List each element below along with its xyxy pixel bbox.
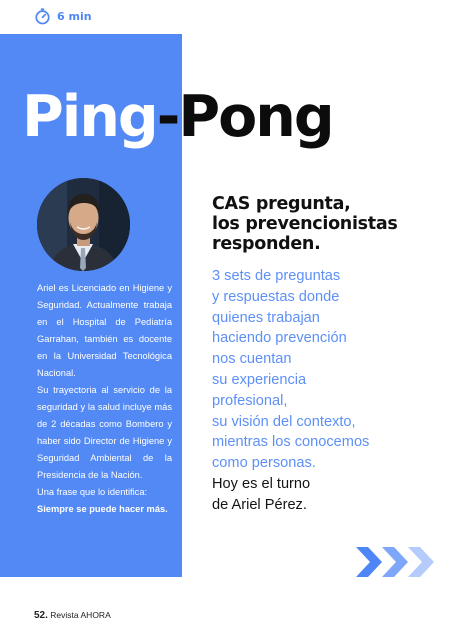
bio-quote: Siempre se puede hacer más. [37, 504, 168, 514]
intro-turn-line: Hoy es el turno [212, 475, 311, 492]
headline [212, 194, 442, 254]
headline-line: CAS pregunta, [212, 194, 351, 214]
magazine-name: Revista AHORA [50, 610, 111, 620]
intro-line: su experiencia [212, 371, 307, 388]
chevrons-icon [356, 547, 440, 577]
page-footer [34, 610, 111, 621]
intro-line: su visión del contexto, [212, 413, 356, 430]
headline-line: los prevencionistas [212, 214, 398, 234]
bio-paragraph: Su trayectoria al servicio de la seguridad y la salud incluye más de 2 décadas como Bombero y haber sido Director de Higiene y Seguridad Ambiental de la Presidencia de la Nación. [37, 385, 172, 480]
intro-line: como personas. [212, 455, 316, 472]
intro-line: nos cuentan [212, 351, 292, 368]
page-number-dot: . [45, 610, 48, 621]
page-title [22, 82, 333, 152]
intro-turn-line: de Ariel Pérez. [212, 496, 307, 513]
title-part-ping: Ping [22, 84, 157, 150]
bio-text [37, 280, 172, 518]
stopwatch-icon [34, 8, 51, 25]
intro-line: mientras los conocemos [212, 434, 370, 451]
intro-line: 3 sets de preguntas [212, 268, 341, 284]
quote-intro: Una frase que lo identifica: [37, 487, 148, 497]
avatar [37, 178, 130, 271]
intro-text [212, 266, 442, 516]
intro-line: quienes trabajan [212, 309, 320, 326]
intro-line: profesional, [212, 392, 288, 409]
reading-time-label: 6 min [57, 9, 92, 23]
reading-time [34, 7, 92, 25]
page-number: 52 [34, 610, 46, 621]
headline-line: responden. [212, 234, 321, 254]
intro-line: haciendo prevención [212, 330, 347, 347]
title-part-pong: -Pong [156, 84, 333, 150]
bio-paragraph: Ariel es Licenciado en Higiene y Seguridad. Actualmente trabaja en el Hospital de Pediatría Garrahan, también es docente en la Universidad Tecnológica Nacional. [37, 283, 172, 378]
intro-line: y respuestas donde [212, 288, 340, 305]
